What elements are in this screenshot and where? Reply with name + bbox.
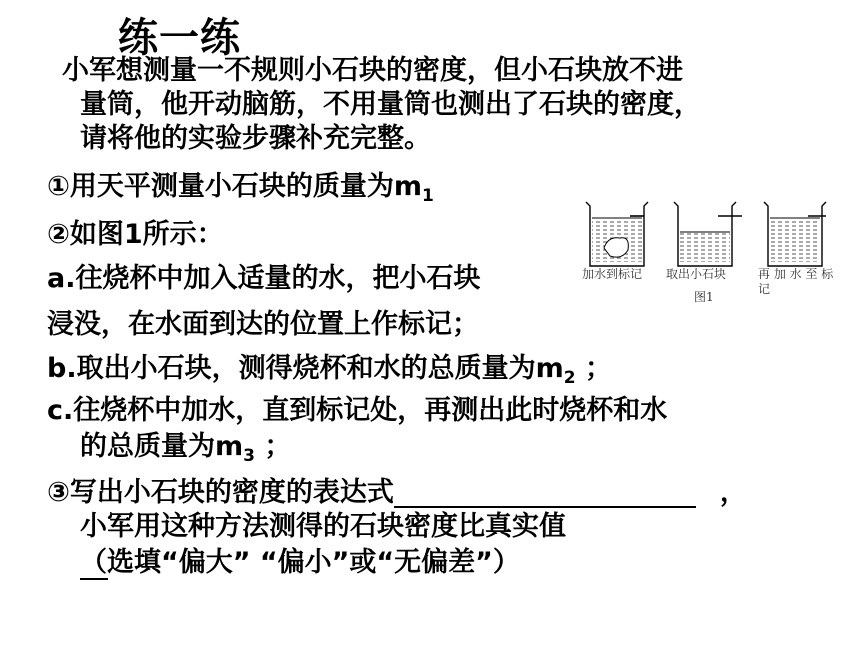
answer-blank-choice[interactable] [80, 548, 108, 580]
step-c-line-1: c.往烧杯中加水，直到标记处，再测出此时烧杯和水 [47, 395, 668, 426]
step-b: b.取出小石块，测得烧杯和水的总质量为$m_2$ ； [47, 353, 612, 388]
page-title: 练一练 [118, 15, 241, 61]
step-3-line-3: （选填“偏大” “偏小”或“无偏差”） [80, 547, 520, 578]
beaker-2 [674, 202, 742, 266]
answer-blank-expression[interactable] [394, 476, 696, 508]
beaker-3 [764, 202, 826, 266]
step-c-line-2: 的总质量为$m_3$ ； [80, 431, 292, 466]
figure-1 [582, 196, 852, 311]
step-3-line-1: ③写出小石块的密度的表达式 ， [47, 477, 747, 508]
step-a-line-2: 浸没，在水面到达的位置上作标记； [47, 309, 479, 340]
caption-beaker-1: 加水到标记 [582, 267, 643, 281]
step-a-line-1: a.往烧杯中加入适量的水，把小石块 [47, 263, 481, 294]
intro-line-2: 量筒，他开动脑筋，不用量筒也测出了石块的密度， [80, 89, 701, 120]
figure-label: 图1 [694, 290, 714, 304]
step-3-line-2: 小军用这种方法测得的石块密度比真实值 [80, 511, 566, 542]
step-2: ②如图1所示： [47, 219, 224, 250]
caption-beaker-2: 取出小石块 [666, 267, 727, 281]
intro-line-3: 请将他的实验步骤补充完整。 [80, 123, 431, 154]
beakers-illustration [582, 196, 852, 271]
step-1: ①用天平测量小石块的质量为$m_1$ [47, 171, 434, 206]
caption-beaker-3-cont: 记 [758, 282, 771, 296]
caption-beaker-3: 再 加 水 至 标 [758, 267, 834, 281]
intro-line-1: 小军想测量一不规则小石块的密度，但小石块放不进 [62, 55, 683, 86]
beaker-1 [586, 202, 648, 266]
